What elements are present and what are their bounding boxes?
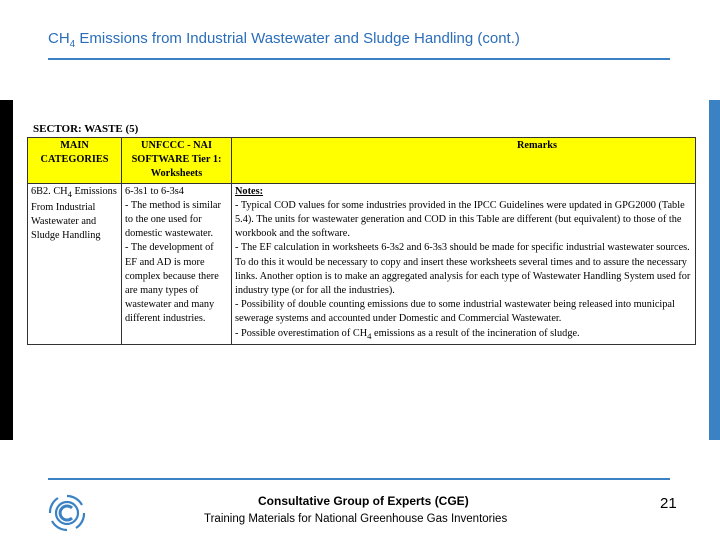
waste-sector-table-image xyxy=(27,121,696,345)
table-header-row xyxy=(28,138,696,184)
note-cod-values: - Typical COD values for some industries provided in the IPCC Guidelines were updated in GPG2000 (Table 5.4). The units for wastewater generation and COD in this Table are different (but equivalent) to those of the workbook and the software. xyxy=(235,199,685,240)
note-ef-calculation: - The EF calculation in worksheets 6-3s2 and 6-3s3 should be made for specific industrial wastewater sources. To do this it would be necessary to copy and insert these worksheets several times and to assure the necessary links. Another option is to make an aggregated analysis for each type of Wastewater Handling System used for industry type (or for all the industries). xyxy=(235,242,691,297)
title-prefix: CH xyxy=(48,30,70,47)
un-climate-change-logo-icon xyxy=(46,492,88,534)
slide-title xyxy=(48,30,520,50)
category-rest: Emissions From Industrial Wastewater and Sludge Handling xyxy=(31,185,117,242)
left-edge-bar xyxy=(0,100,13,440)
notes-title: Notes: xyxy=(235,185,264,197)
software-cell xyxy=(122,183,232,344)
footer-divider xyxy=(48,478,670,480)
note-double-counting: - Possibility of double counting emissions due to some industrial wastewater being released into municipal sewerage systems and accounted under Domestic and Commercial Wastewater. xyxy=(235,299,675,325)
title-divider xyxy=(48,58,670,60)
page-number: 21 xyxy=(660,495,677,512)
title-subscript: 4 xyxy=(69,39,76,50)
note-overestimation-prefix: - Possible overestimation of CH xyxy=(235,327,368,339)
remarks-table xyxy=(27,137,696,345)
title-rest: Emissions from Industrial Wastewater and Sludge Handling (cont.) xyxy=(75,30,520,47)
software-note-development: - The development of EF and AD is more complex because there are many types of wastewater and many different industries. xyxy=(125,242,219,325)
category-prefix: 6B2. CH xyxy=(31,185,68,197)
footer-org: Consultative Group of Experts (CGE) xyxy=(258,494,469,508)
note-overestimation xyxy=(235,327,692,343)
software-note-method: - The method is similar to the one used for domestic wastewater. xyxy=(125,199,221,240)
table-row xyxy=(28,183,696,344)
footer-subtitle: Training Materials for National Greenhouse Gas Inventories xyxy=(204,513,508,525)
note-overestimation-subscript: 4 xyxy=(367,330,372,341)
header-software: UNFCCC - NAI SOFTWARE Tier 1: Worksheets xyxy=(122,138,232,184)
right-edge-bar xyxy=(709,100,720,440)
remarks-cell xyxy=(232,183,696,344)
header-main-categories: MAIN CATEGORIES xyxy=(28,138,122,184)
software-worksheets: 6-3s1 to 6-3s4 xyxy=(125,185,184,197)
note-overestimation-rest: emissions as a result of the incineration of sludge. xyxy=(371,327,580,339)
category-subscript: 4 xyxy=(67,188,72,199)
sector-heading: SECTOR: WASTE (5) xyxy=(33,123,139,135)
category-cell xyxy=(28,183,122,344)
header-remarks: Remarks xyxy=(232,138,696,184)
